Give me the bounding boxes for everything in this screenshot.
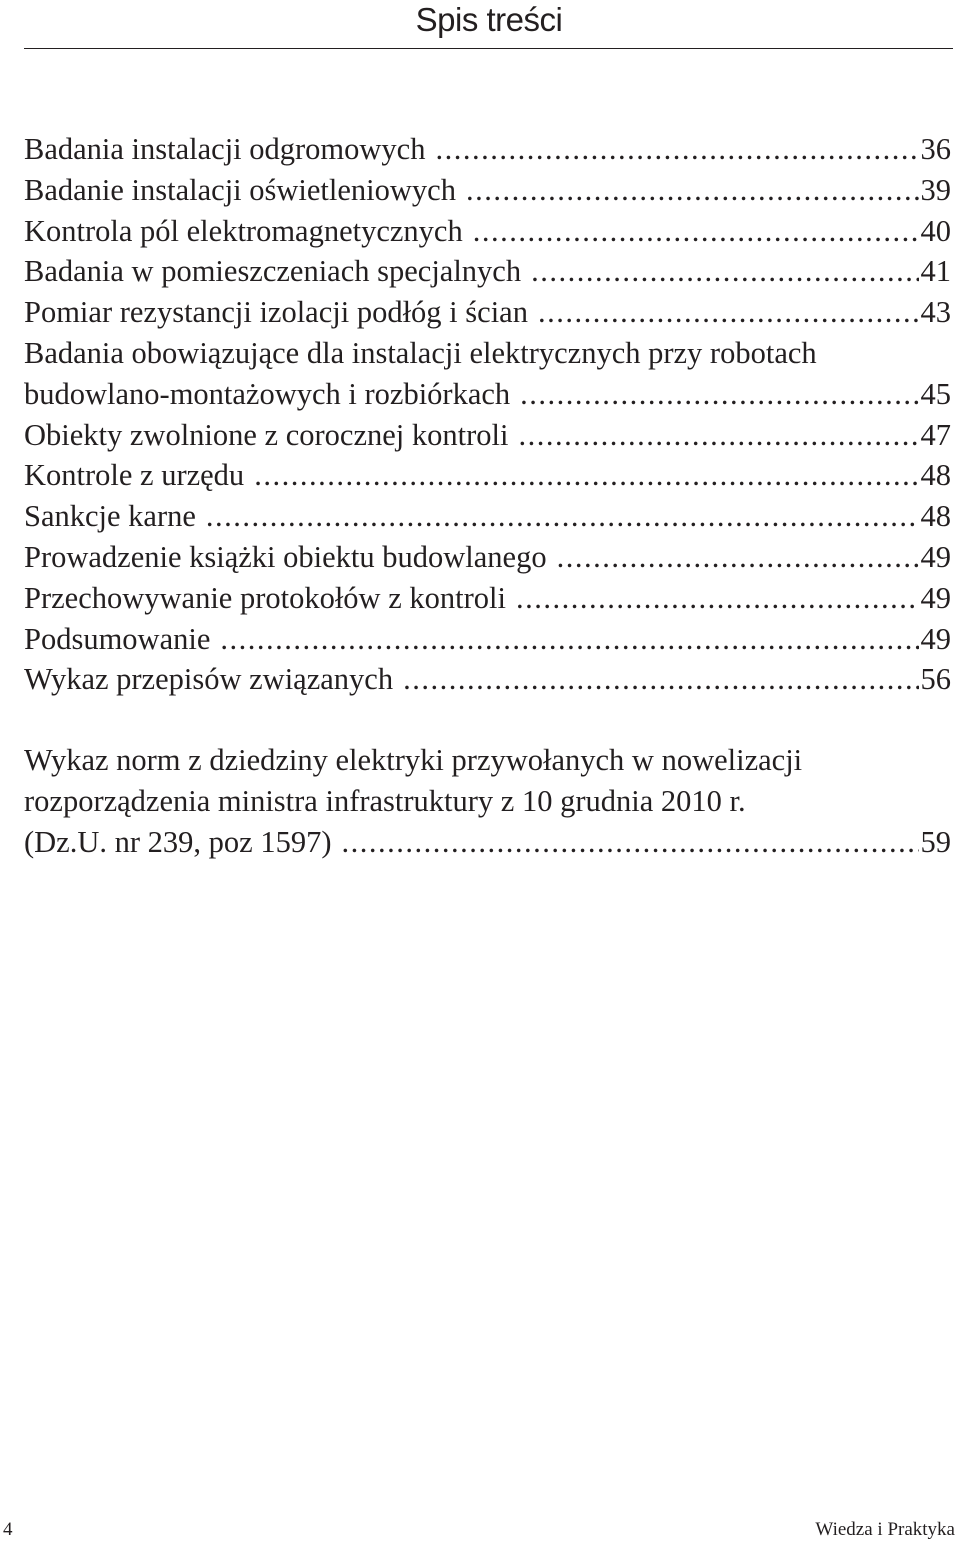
toc-entry-page: 49 [920, 539, 951, 574]
toc-entry-title: Kontrole z urzędu [24, 458, 245, 493]
footer-page-number: 4 [3, 1519, 13, 1540]
footer-publisher: Wiedza i Praktyka [815, 1519, 955, 1540]
toc-entry-title: Badanie instalacji oświetleniowych [24, 172, 456, 207]
toc-leader-dots [341, 822, 918, 863]
toc-entry-title-line3: (Dz.U. nr 239, poz 1597) [24, 824, 332, 859]
table-of-contents [24, 129, 951, 863]
toc-entry-page: 43 [920, 295, 951, 330]
toc-entry-title: Sankcje karne [24, 499, 196, 534]
toc-entry-page: 47 [920, 417, 951, 452]
toc-entry[interactable] [24, 292, 951, 333]
toc-entry[interactable] [24, 333, 951, 415]
toc-entry-page: 56 [920, 662, 951, 697]
section-spacer [24, 700, 951, 740]
toc-entry[interactable] [24, 578, 951, 619]
toc-entry[interactable] [24, 211, 951, 252]
toc-entry-title: Badania w pomieszczeniach specjalnych [24, 254, 522, 289]
toc-entry-title: Podsumowanie [24, 621, 211, 656]
toc-entry[interactable] [24, 537, 951, 578]
toc-entry-title: Obiekty zwolnione z corocznej kontroli [24, 417, 509, 452]
toc-leader-dots [518, 415, 918, 456]
toc-leader-dots [435, 129, 918, 170]
toc-entry-title: Badania instalacji odgromowych [24, 132, 426, 166]
toc-leader-dots [531, 251, 918, 292]
toc-entry[interactable] [24, 659, 951, 700]
toc-entry[interactable] [24, 129, 951, 170]
toc-entry[interactable] [24, 496, 951, 537]
toc-leader-dots [466, 170, 919, 211]
toc-entry[interactable] [24, 251, 951, 292]
toc-leader-dots [254, 455, 918, 496]
toc-entry[interactable] [24, 740, 951, 862]
toc-leader-dots [206, 496, 919, 537]
toc-leader-dots [516, 578, 919, 619]
toc-entry-page: 45 [920, 376, 951, 411]
toc-entry-title: Przechowywanie protokołów z kontroli [24, 580, 506, 615]
toc-entry-title-line2: budowlano-montażowych i rozbiórkach [24, 376, 511, 411]
toc-entry[interactable] [24, 170, 951, 211]
toc-entry[interactable] [24, 619, 951, 660]
toc-entry-title-line1: Wykaz norm z dziedziny elektryki przywołanych w nowelizacji [24, 743, 803, 778]
toc-entry-page: 40 [920, 213, 951, 248]
toc-entry-title-line1: Badania obowiązujące dla instalacji elektrycznych przy robotach [24, 335, 817, 370]
page-title: Spis treści [415, 1, 563, 38]
toc-entry-title-line2: rozporządzenia ministra infrastruktury z 10 grudnia 2010 r. [24, 783, 746, 818]
toc-entry-page: 49 [920, 621, 951, 656]
toc-leader-dots [520, 374, 918, 415]
toc-entry-page: 39 [920, 172, 951, 207]
toc-entry-title: Pomiar rezystancji izolacji podłóg i ścian [24, 295, 528, 330]
toc-entry-page: 59 [920, 824, 951, 859]
toc-leader-dots [538, 292, 919, 333]
header-divider [24, 48, 953, 49]
toc-entry-title: Kontrola pól elektromagnetycznych [24, 213, 463, 248]
toc-entry-page: 48 [920, 458, 951, 493]
toc-entry[interactable] [24, 455, 951, 496]
toc-entry[interactable] [24, 415, 951, 456]
toc-entry-page: 36 [920, 132, 951, 166]
toc-entry-page: 48 [920, 499, 951, 534]
toc-entry-title: Prowadzenie książki obiektu budowlanego [24, 539, 547, 574]
toc-leader-dots [473, 211, 919, 252]
toc-leader-dots [557, 537, 919, 578]
toc-leader-dots [403, 659, 918, 700]
toc-entry-page: 49 [920, 580, 951, 615]
toc-entry-title: Wykaz przepisów związanych [24, 662, 394, 697]
toc-leader-dots [220, 619, 918, 660]
toc-entry-page: 41 [920, 254, 951, 289]
